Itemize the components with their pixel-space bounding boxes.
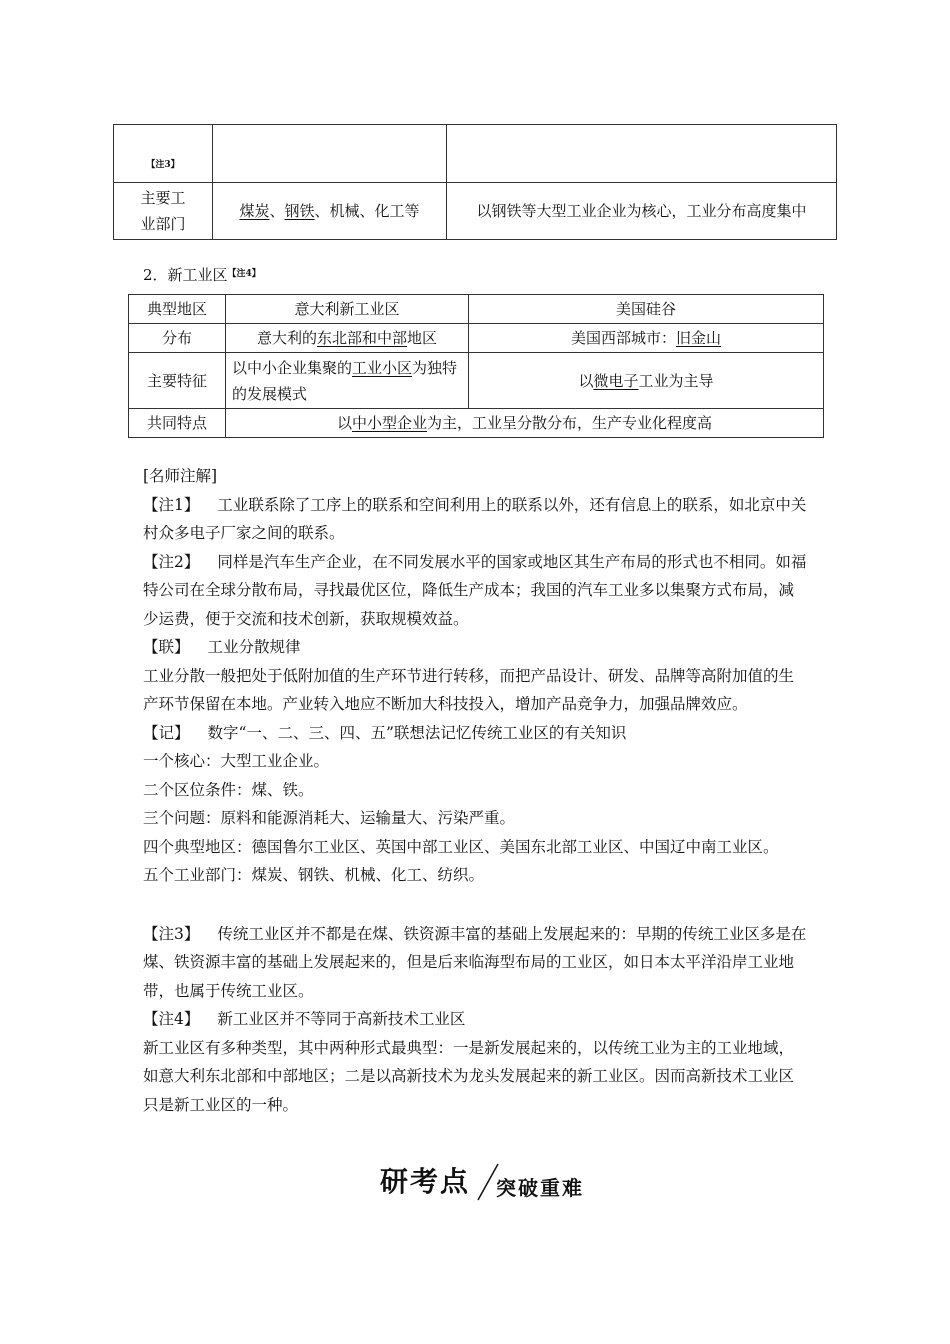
header-region: 典型地区 <box>129 295 226 324</box>
section-banner <box>380 1160 620 1204</box>
memo-line: 二个区位条件：煤、铁。 <box>143 780 314 799</box>
note-cell <box>114 125 213 183</box>
traditional-industry-table <box>113 124 837 240</box>
memo-line: 四个典型地区：德国鲁尔工业区、英国中部工业区、美国东北部工业区、中国辽中南工业区。 <box>143 837 779 856</box>
note-1: 【注1】 工业联系除了工序上的联系和空间利用上的联系以外，还有信息上的联系，如北京中关村众多电子厂家之间的联系。 <box>143 495 807 542</box>
row-label-sectors: 主要工 业部门 <box>114 183 213 240</box>
memo-title: 【记】 数字“一、二、三、四、五”联想法记忆传统工业区的有关知识 <box>143 723 627 742</box>
new-industry-table <box>128 294 824 438</box>
note-3: 【注3】 传统工业区并不都是在煤、铁资源丰富的基础上发展起来的：早期的传统工业区多是在煤、铁资源丰富的基础上发展起来的，但是后来临海型布局的工业区，如日本太平洋沿岸工业地带，也属于传统工业区。 <box>143 924 807 1000</box>
memo-line: 三个问题：原料和能源消耗大、运输量大、污染严重。 <box>143 809 516 827</box>
link-body: 工业分散一般把处于低附加值的生产环节进行转移，而把产品设计、研发、品牌等高附加值的生产环节保留在本地。产业转入地应不断加大科技投入，增加产品竞争力，加强品牌效应。 <box>143 666 795 713</box>
banner-left-text: 研考点 <box>380 1165 471 1198</box>
notes-header: [名师注解] <box>143 467 218 485</box>
memo-line: 一个核心：大型工业企业。 <box>143 752 330 770</box>
notes-section <box>143 462 808 1119</box>
feature-cell: 以钢铁等大型工业企业为核心，工业分布高度集中 <box>447 183 837 240</box>
header-italy: 意大利新工业区 <box>226 295 469 324</box>
empty-cell <box>447 125 837 183</box>
note-4-title: 【注4】 新工业区并不等同于高新技术工业区 <box>143 1010 466 1028</box>
note-2: 【注2】 同样是汽车生产企业，在不同发展水平的国家或地区其生产布局的形式也不相同。如福特公司在全球分散布局，寻找最优区位，降低生产成本；我国的汽车工业多以集聚方式布局，减少运费，便于交流和技术创新，获取规模效益。 <box>143 552 807 628</box>
label-distribution: 分布 <box>129 324 226 353</box>
note-4-tag: 【注4】 <box>227 269 261 279</box>
label-common: 共同特点 <box>129 409 226 438</box>
label-feature: 主要特征 <box>129 353 226 409</box>
banner-right-text: 突破重难 <box>496 1176 584 1200</box>
sectors-cell: 煤炭、钢铁、机械、化工等 <box>213 183 447 240</box>
note-3-tag: 【注3】 <box>146 159 180 170</box>
note-4-body: 新工业区有多种类型，其中两种形式最典型：一是新发展起来的，以传统工业为主的工业地域，如意大利东北部和中部地区；二是以高新技术为龙头发展起来的新工业区。因而高新技术工业区只是新工业区的一种。 <box>143 1038 795 1114</box>
section-heading: 2．新工业区$^{【注4】}$ <box>143 266 261 284</box>
us-distribution: 美国西部城市：旧金山 <box>469 324 824 353</box>
us-feature: 以微电子工业为主导 <box>469 353 824 409</box>
link-title: 【联】 工业分散规律 <box>143 638 301 656</box>
common-feature: 以中小型企业为主，工业呈分散分布，生产专业化程度高 <box>226 409 824 438</box>
memo-line: 五个工业部门：煤炭、钢铁、机械、化工、纺织。 <box>143 866 485 884</box>
italy-feature: 以中小企业集聚的工业小区为独特的发展模式 <box>226 353 469 409</box>
header-us: 美国硅谷 <box>469 295 824 324</box>
empty-cell <box>213 125 447 183</box>
italy-distribution: 意大利的东北部和中部地区 <box>226 324 469 353</box>
